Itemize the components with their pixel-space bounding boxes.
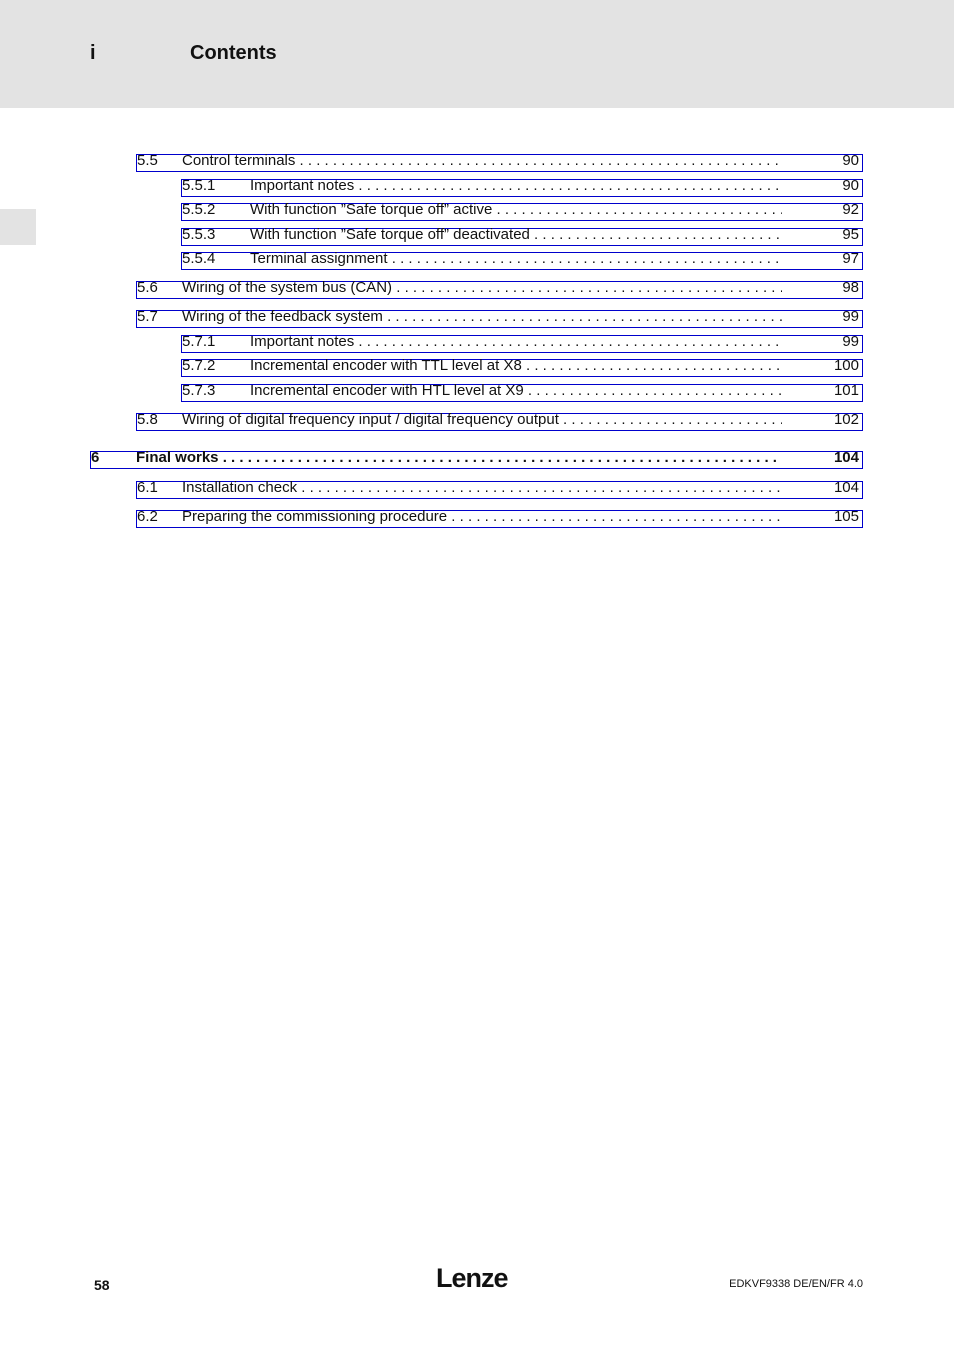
toc-page-number: 99 [842, 333, 859, 350]
page-title: Contents [190, 42, 277, 64]
toc-entry-6-2[interactable] [136, 510, 863, 528]
toc-number: 5.7.2 [182, 357, 216, 374]
toc-title: With function ”Safe torque off” active . . . [250, 202, 782, 218]
toc-title: Important notes . . . [250, 334, 782, 350]
toc-page-number: 105 [833, 508, 859, 525]
toc-page-number: 90 [842, 177, 859, 194]
toc-number: 5.7.3 [182, 382, 216, 399]
toc-title: Terminal assignment . . . [250, 251, 782, 267]
toc-number: 5.5.2 [182, 201, 216, 218]
toc-entry-5-7-3[interactable] [181, 384, 863, 402]
toc-page-number: 92 [842, 201, 859, 218]
side-tab-marker [0, 209, 36, 245]
toc-page-number: 95 [842, 226, 859, 243]
toc-title: Wiring of digital frequency input / digital frequency output . . . [182, 412, 782, 428]
toc-entry-5-5-3[interactable] [181, 228, 863, 246]
toc-entry-5-7-2[interactable] [181, 359, 863, 377]
toc-title: Wiring of the feedback system . . . [182, 309, 782, 325]
toc-title: Important notes . . . [250, 178, 782, 194]
toc-title: Final works . . . [136, 450, 782, 466]
toc-number: 5.7 [137, 308, 158, 325]
toc-page-number: 99 [842, 308, 859, 325]
toc-title: Preparing the commissioning procedure . . . [182, 509, 782, 525]
toc-number: 5.7.1 [182, 333, 216, 350]
toc-page-number: 97 [842, 250, 859, 267]
header-band [0, 0, 954, 108]
toc-number: 5.5 [137, 152, 158, 169]
toc-page-number: 98 [842, 279, 859, 296]
footer-page-number: 58 [94, 1277, 110, 1293]
toc-number: 6 [91, 449, 100, 466]
toc-title: Wiring of the system bus (CAN) . . . [182, 280, 782, 296]
toc-page-number: 100 [833, 357, 859, 374]
toc-number: 5.6 [137, 279, 158, 296]
toc-title: Incremental encoder with HTL level at X9 . . . [250, 383, 782, 399]
toc-title: Incremental encoder with TTL level at X8 . . . [250, 358, 782, 374]
toc-title: With function ”Safe torque off” deactivated . . . [250, 227, 782, 243]
toc-entry-5-7[interactable] [136, 310, 863, 328]
toc-entry-5-7-1[interactable] [181, 335, 863, 353]
toc-title: Control terminals . . . [182, 153, 782, 169]
toc-entry-6[interactable] [90, 451, 863, 469]
toc-number: 6.2 [137, 508, 158, 525]
toc-page-number: 104 [833, 479, 859, 496]
toc-page-number: 102 [833, 411, 859, 428]
toc-number: 5.5.3 [182, 226, 216, 243]
toc-number: 6.1 [137, 479, 158, 496]
section-mark: i [90, 42, 96, 64]
lenze-logo: Lenze [436, 1263, 508, 1293]
toc-number: 5.5.1 [182, 177, 216, 194]
toc-entry-5-8[interactable] [136, 413, 863, 431]
footer-document-id: EDKVF9338 DE/EN/FR 4.0 [729, 1278, 863, 1290]
toc-entry-5-5-2[interactable] [181, 203, 863, 221]
toc-title: Installation check . . . [182, 480, 782, 496]
toc-entry-5-6[interactable] [136, 281, 863, 299]
toc-entry-5-5-1[interactable] [181, 179, 863, 197]
toc-entry-5-5-4[interactable] [181, 252, 863, 270]
toc-page-number: 104 [833, 449, 859, 466]
toc-number: 5.5.4 [182, 250, 216, 267]
toc-entry-5-5[interactable] [136, 154, 863, 172]
toc-number: 5.8 [137, 411, 158, 428]
toc-page-number: 90 [842, 152, 859, 169]
toc-entry-6-1[interactable] [136, 481, 863, 499]
toc-page-number: 101 [833, 382, 859, 399]
